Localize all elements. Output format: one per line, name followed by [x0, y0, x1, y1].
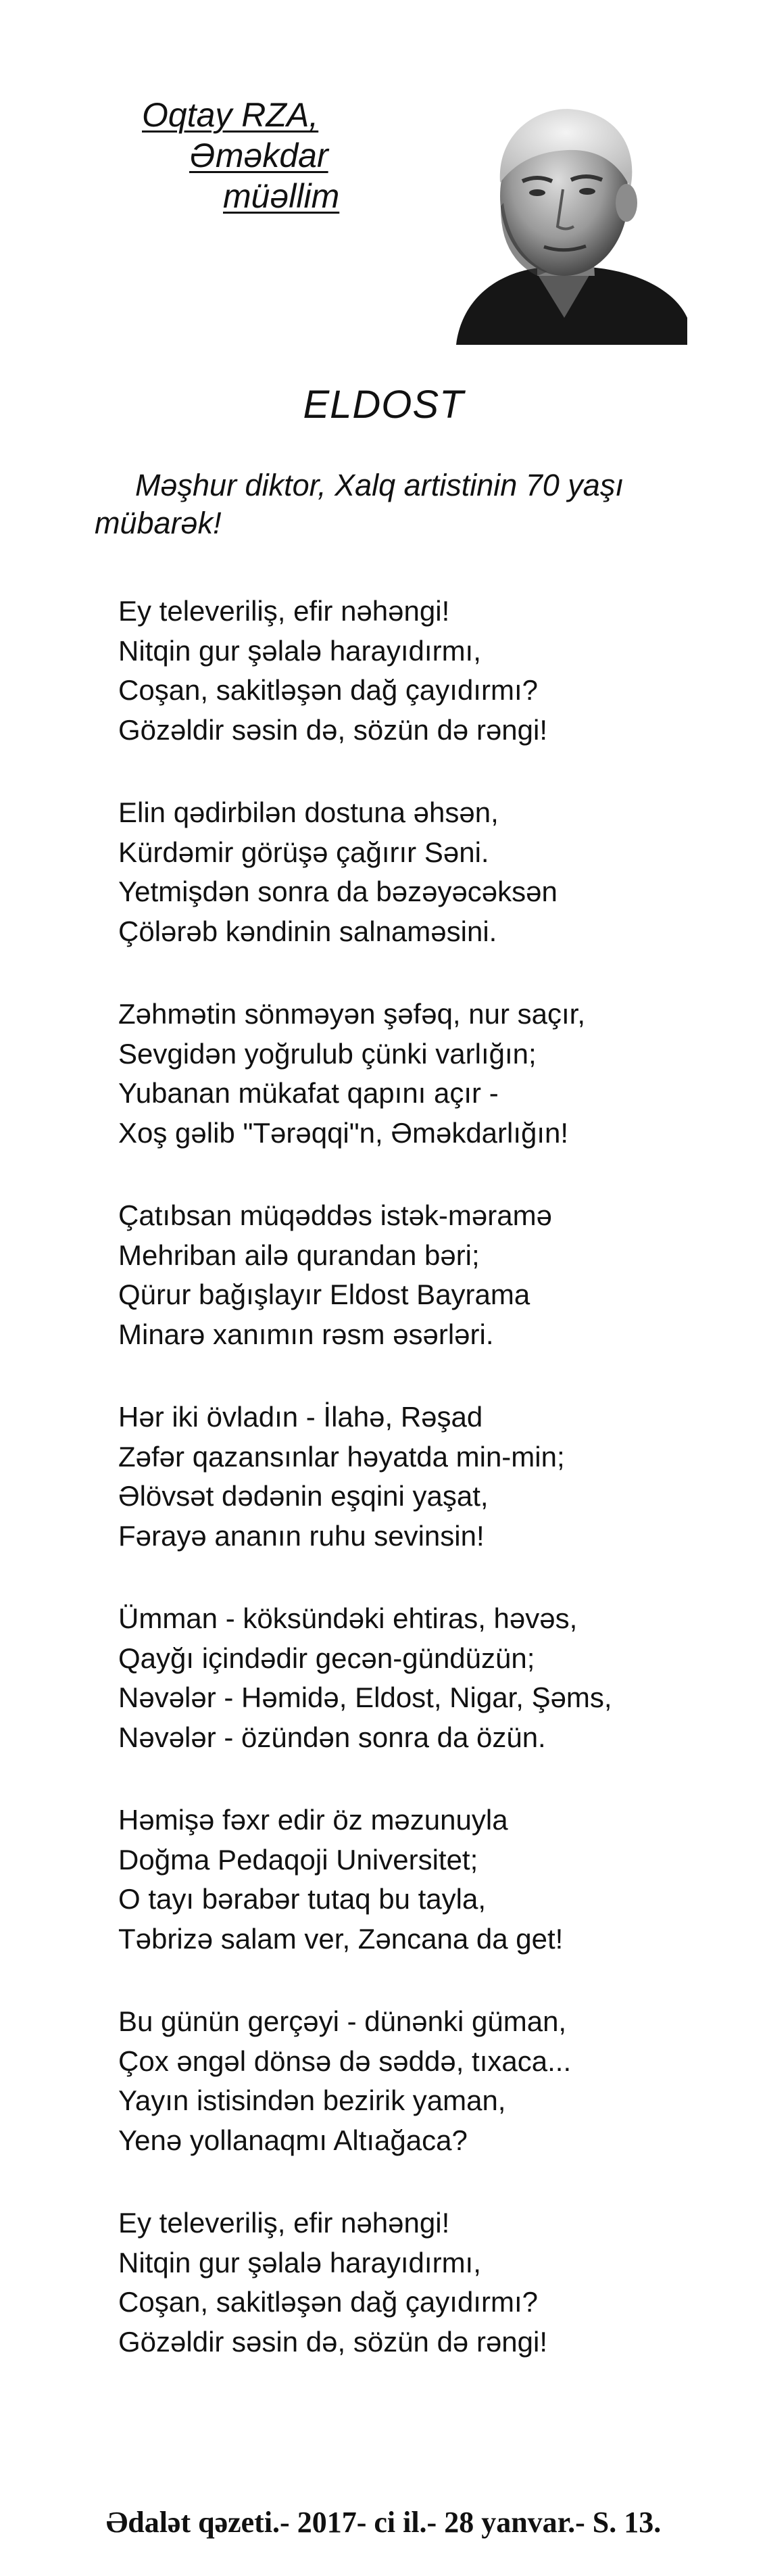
- poem-line: Nitqin gur şəlalə harayıdırmı,: [118, 2246, 481, 2279]
- poem-stanza: [118, 1196, 726, 1354]
- poem-line: Ümman - köksündəki ehtiras, həvəs,: [118, 1602, 578, 1634]
- portrait-image: [436, 95, 693, 345]
- poem-line: Mehriban ailə qurandan bəri;: [118, 1239, 480, 1271]
- poem-body: [118, 592, 726, 2405]
- poem-line: Kürdəmir görüşə çağırır Səni.: [118, 836, 489, 868]
- poem-stanza: [118, 793, 726, 951]
- author-title-line-1: Əməkdar: [189, 137, 328, 174]
- poem-line: Bu günün gerçəyi - dünənki güman,: [118, 2005, 567, 2037]
- poem-line: Həmişə fəxr edir öz məzunuyla: [118, 1804, 508, 1836]
- poem-line: Minarə xanımın rəsm əsərləri.: [118, 1318, 494, 1350]
- poem-line: Əlövsət dədənin eşqini yaşat,: [118, 1480, 489, 1512]
- poem-line: Doğma Pedaqoji Universitet;: [118, 1843, 478, 1876]
- poem-line: Təbrizə salam ver, Zəncana da get!: [118, 1922, 564, 1955]
- author-portrait: [436, 95, 693, 345]
- poem-line: Ey televeriliş, efir nəhəngi!: [118, 595, 450, 627]
- poem-line: Zəfər qazansınlar həyatda min-min;: [118, 1440, 565, 1473]
- poem-line: Elin qədirbilən dostuna əhsən,: [118, 796, 499, 828]
- poem-line: Nəvələr - Həmidə, Eldost, Nigar, Şəms,: [118, 1681, 612, 1713]
- poem-stanza: [118, 1599, 726, 1757]
- poem-line: Qayğı içindədir gecən-gündüzün;: [118, 1642, 535, 1674]
- poem-line: Xoş gəlib "Tərəqqi"n, Əməkdarlığın!: [118, 1116, 569, 1149]
- poem-line: Coşan, sakitləşən dağ çayıdırmı?: [118, 674, 538, 706]
- poem-line: Sevgidən yoğrulub çünki varlığın;: [118, 1037, 537, 1070]
- poem-line: Çatıbsan müqəddəs istək-məramə: [118, 1199, 552, 1231]
- poem-title: ELDOST: [303, 383, 464, 427]
- poem-line: Ey televeriliş, efir nəhəngi!: [118, 2207, 450, 2239]
- poem-line: Çox əngəl dönsə də səddə, tıxaca...: [118, 2045, 572, 2077]
- poem-dedication: Məşhur diktor, Xalq artistinin 70 yaşı mübarək!: [95, 468, 624, 540]
- poem-line: Gözəldir səsin də, sözün də rəngi!: [118, 2325, 548, 2358]
- poem-stanza: [118, 995, 726, 1153]
- poem-line: Çölərəb kəndinin salnaməsini.: [118, 915, 497, 947]
- poem-line: Yenə yollanaqmı Altıağaca?: [118, 2124, 468, 2156]
- poem-line: Yayın istisindən bezirik yaman,: [118, 2084, 506, 2116]
- poem-line: Hər iki övladın - İlahə, Rəşad: [118, 1401, 483, 1433]
- poem-line: Qürur bağışlayır Eldost Bayrama: [118, 1279, 530, 1310]
- poem-line: Coşan, sakitləşən dağ çayıdırmı?: [118, 2286, 538, 2318]
- poem-line: Gözəldir səsin də, sözün də rəngi!: [118, 713, 548, 746]
- poem-line: Yubanan mükafat qapını açır -: [118, 1077, 499, 1109]
- poem-stanza: [118, 2203, 726, 2362]
- poem-line: O tayı bərabər tutaq bu tayla,: [118, 1883, 486, 1915]
- poem-line: Yetmişdən sonra da bəzəyəcəksən: [118, 876, 558, 907]
- source-citation: Ədalət qəzeti.- 2017- ci il.- 28 yanvar.- S. 13.: [105, 2506, 662, 2539]
- author-name: Oqtay RZA,: [142, 96, 319, 134]
- author-title-line-2: müəllim: [223, 177, 340, 215]
- poem-stanza: [118, 592, 726, 750]
- poem-line: Fərayə ananın ruhu sevinsin!: [118, 1519, 485, 1552]
- poem-stanza: [118, 2002, 726, 2160]
- author-byline: [142, 95, 426, 216]
- poem-line: Nəvələr - özündən sonra da özün.: [118, 1721, 546, 1753]
- poem-stanza: [118, 1800, 726, 1959]
- poem-stanza: [118, 1398, 726, 1556]
- poem-line: Zəhmətin sönməyən şəfəq, nur saçır,: [118, 998, 586, 1030]
- poem-line: Nitqin gur şəlalə harayıdırmı,: [118, 634, 481, 667]
